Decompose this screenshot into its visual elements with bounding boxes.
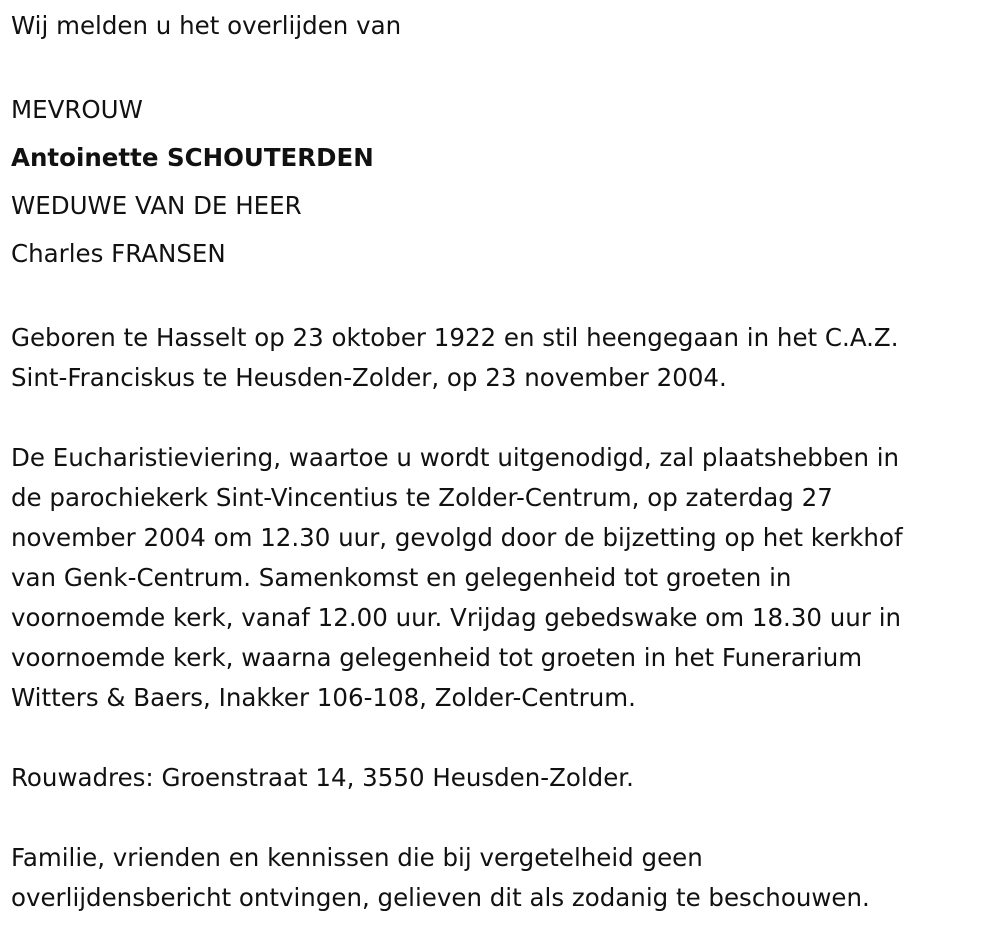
intro-text: Wij melden u het overlijden van xyxy=(11,11,402,40)
closing-paragraph xyxy=(11,838,986,918)
title-text: MEVROUW xyxy=(11,95,143,124)
paragraph-line: Geboren te Hasselt op 23 oktober 1922 en stil heengegaan in het C.A.Z. xyxy=(11,323,899,352)
deceased-name: Antoinette SCHOUTERDEN xyxy=(11,143,374,172)
paragraph-line: voornoemde kerk, vanaf 12.00 uur. Vrijdag gebedswake om 18.30 uur in xyxy=(11,603,902,632)
spacer xyxy=(11,718,986,758)
paragraph-line: van Genk-Centrum. Samenkomst en gelegenheid tot groeten in xyxy=(11,563,792,592)
spacer xyxy=(11,46,986,86)
paragraph-line: november 2004 om 12.30 uur, gevolgd door de bijzetting op het kerkhof xyxy=(11,523,903,552)
birth-death-paragraph xyxy=(11,318,986,398)
paragraph-line: voornoemde kerk, waarna gelegenheid tot groeten in het Funerarium xyxy=(11,643,863,672)
widow-of-text: WEDUWE VAN DE HEER xyxy=(11,191,302,220)
spacer xyxy=(11,278,986,318)
death-notice xyxy=(11,6,986,918)
paragraph-line: overlijdensbericht ontvingen, gelieven dit als zodanig te beschouwen. xyxy=(11,883,870,912)
spacer xyxy=(11,398,986,438)
paragraph-line: Witters & Baers, Inakker 106-108, Zolder-Centrum. xyxy=(11,683,636,712)
paragraph-line: De Eucharistieviering, waartoe u wordt uitgenodigd, zal plaatshebben in xyxy=(11,443,900,472)
paragraph-line: Sint-Franciskus te Heusden-Zolder, op 23 november 2004. xyxy=(11,363,727,392)
spouse-name: Charles FRANSEN xyxy=(11,239,226,268)
paragraph-line: Familie, vrienden en kennissen die bij vergetelheid geen xyxy=(11,843,703,872)
mourning-address: Rouwadres: Groenstraat 14, 3550 Heusden-Zolder. xyxy=(11,763,634,792)
ceremony-paragraph xyxy=(11,438,986,718)
paragraph-line: de parochiekerk Sint-Vincentius te Zolder-Centrum, op zaterdag 27 xyxy=(11,483,833,512)
spacer xyxy=(11,798,986,838)
